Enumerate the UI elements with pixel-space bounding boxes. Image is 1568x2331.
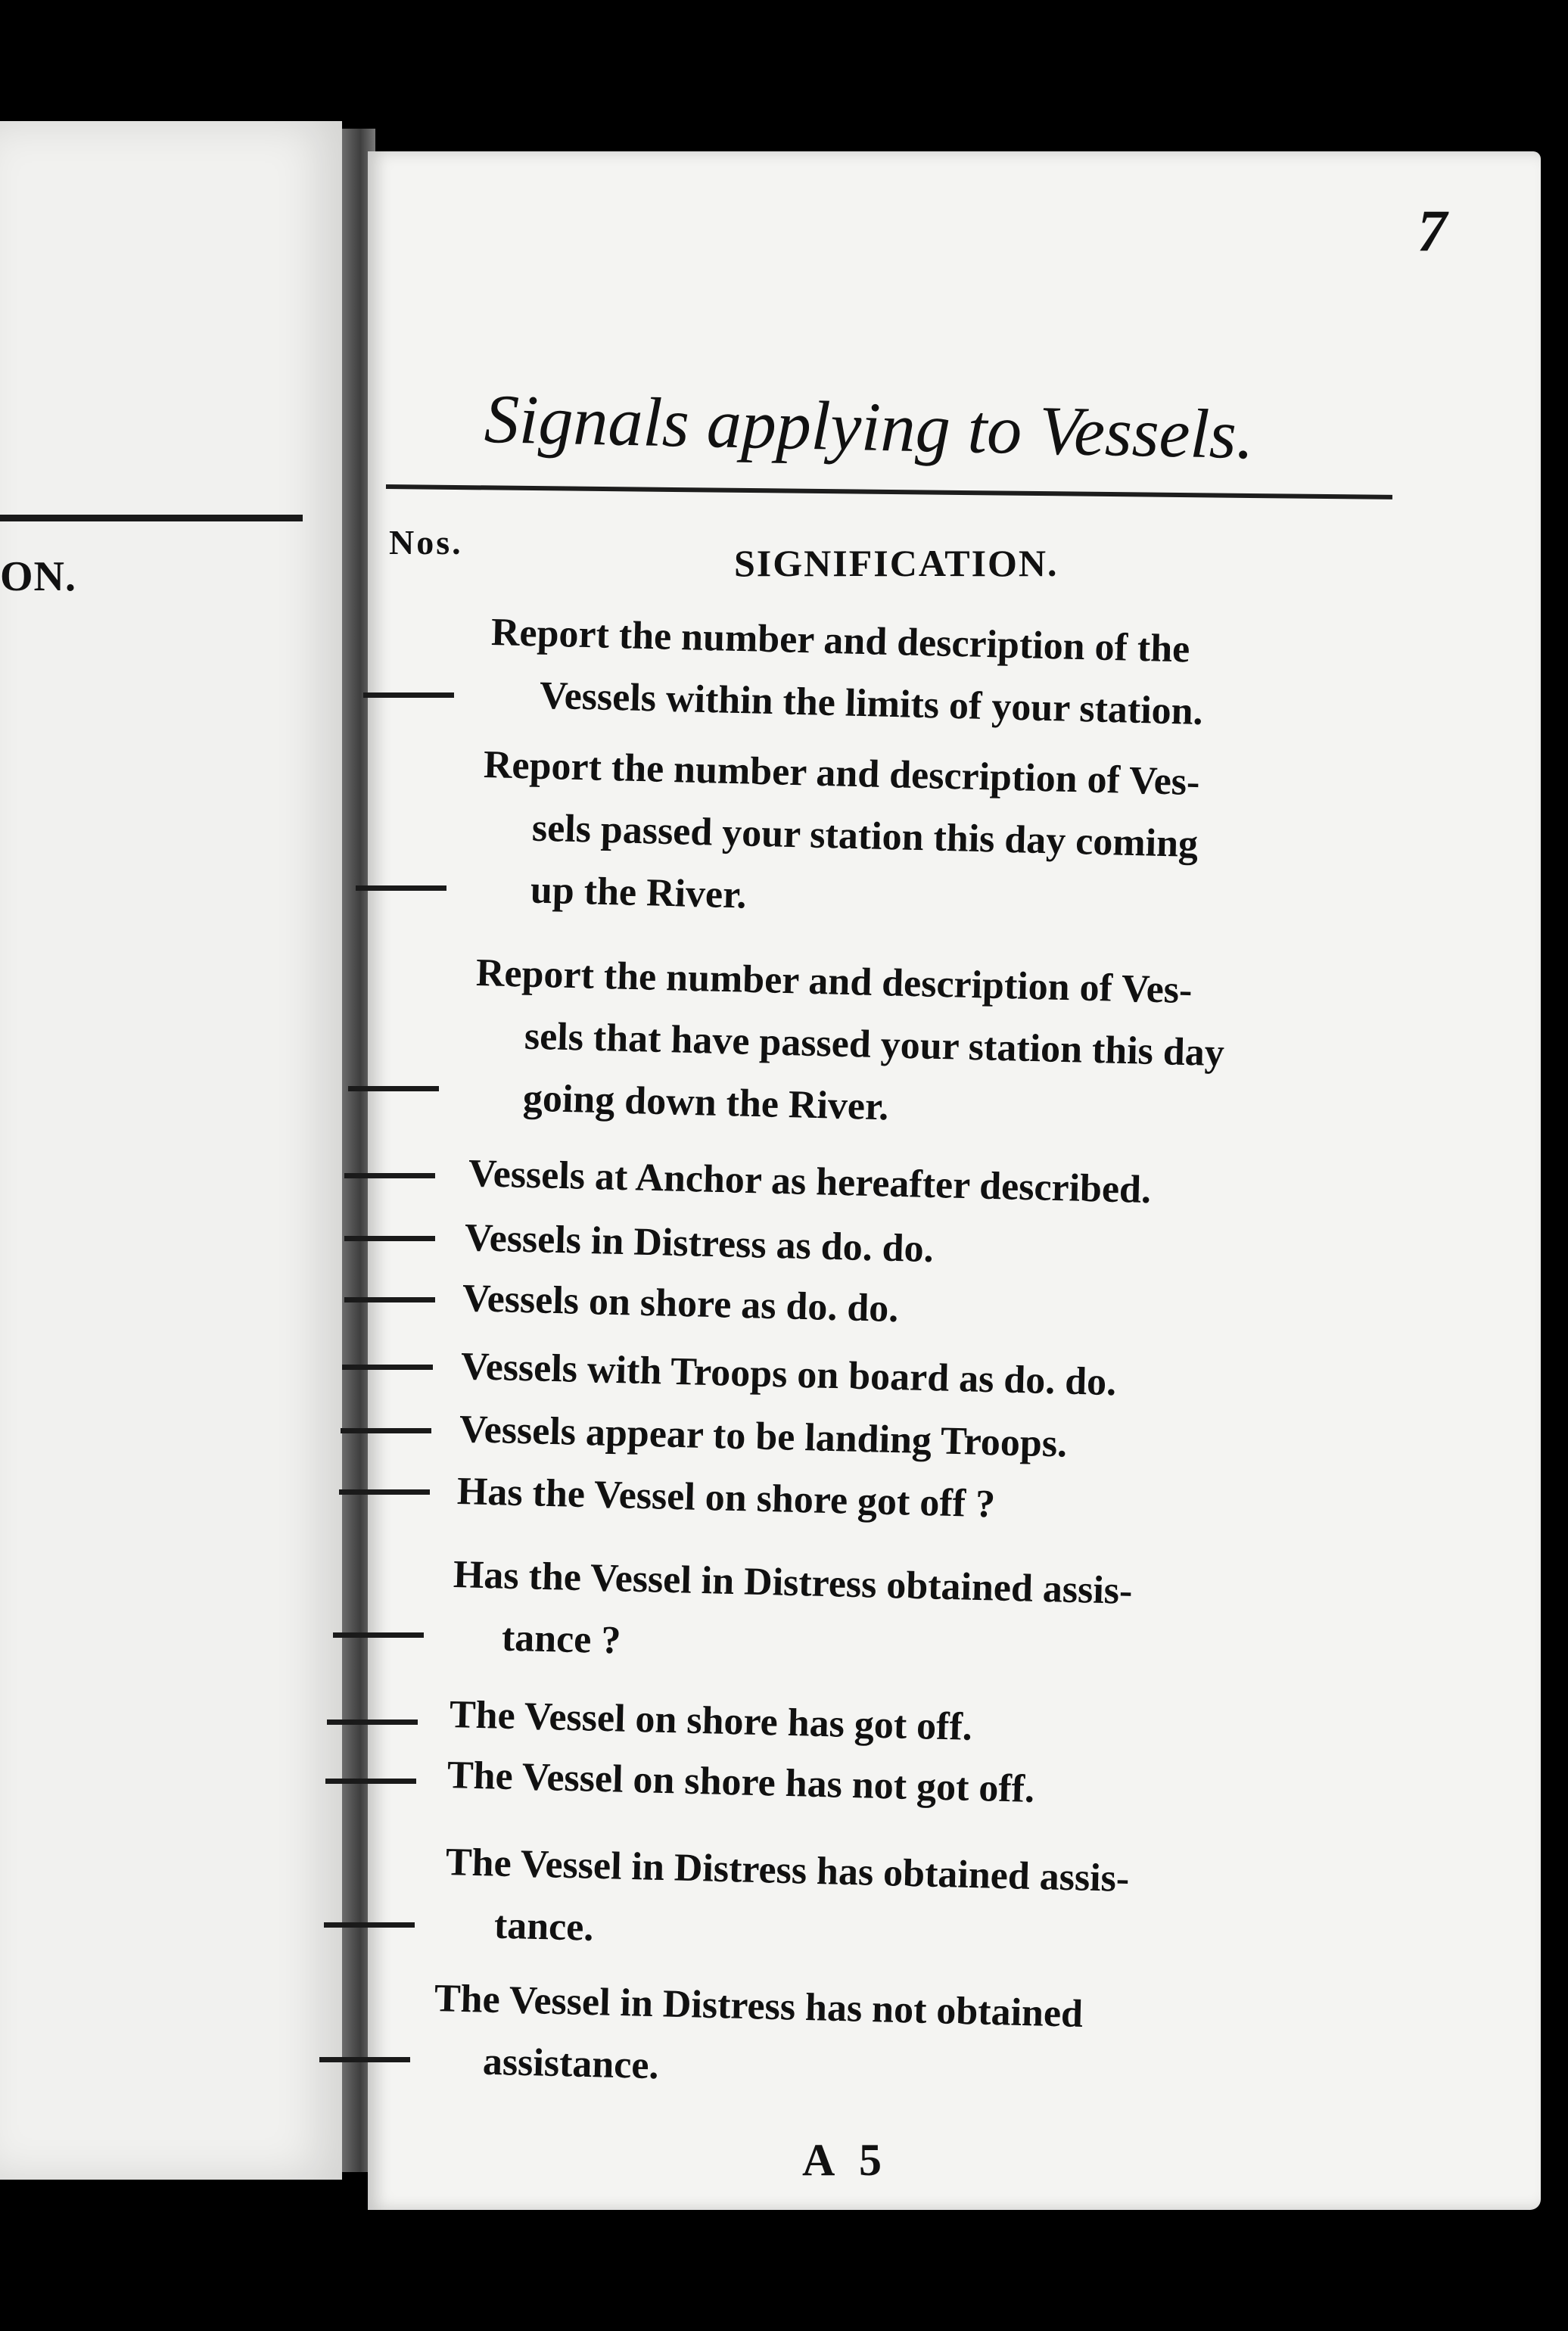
signal-number-blank <box>324 1922 415 1928</box>
signal-number-blank <box>344 1297 435 1302</box>
signification-line: going down the River. <box>522 1076 890 1129</box>
signal-signification <box>480 734 1200 938</box>
signal-signification <box>432 1968 1084 2108</box>
signal-signification <box>443 1832 1130 1972</box>
signal-signification <box>472 942 1227 1147</box>
signal-signification <box>451 1544 1133 1685</box>
signification-line: Vessels appear to be landing Troops. <box>459 1407 1068 1466</box>
signification-line: Vessels within the limits of your station. <box>539 674 1204 733</box>
signification-line: Vessels in Distress as do. do. <box>464 1215 935 1271</box>
signification-line: sels that have passed your station this day <box>524 1014 1225 1075</box>
signal-number-blank <box>344 1173 435 1178</box>
signification-line: assistance. <box>482 2040 660 2088</box>
signal-number-blank <box>348 1086 439 1091</box>
signification-line: The Vessel on shore has got off. <box>449 1692 973 1749</box>
signification-line: Has the Vessel on shore got off ? <box>456 1469 996 1527</box>
signal-signification <box>489 602 1206 743</box>
signal-number-blank <box>344 1236 435 1241</box>
signal-number-blank <box>319 2057 410 2062</box>
signification-line: The Vessel on shore has not got off. <box>446 1753 1035 1811</box>
signification-line: Report the number and description of the <box>490 610 1190 671</box>
signal-signification <box>462 1268 899 1340</box>
column-header-nos: Nos. <box>389 523 463 562</box>
previous-page-rule <box>0 515 303 521</box>
signal-number-blank <box>342 1365 433 1370</box>
signification-line: Report the number and description of Ves- <box>483 742 1201 804</box>
signal-number-blank <box>341 1428 431 1433</box>
signal-number-blank <box>327 1719 418 1725</box>
page-number: 7 <box>1417 198 1447 263</box>
previous-page-heading-fragment: ON. <box>0 553 76 600</box>
signification-line: sels passed your station this day coming <box>531 806 1199 867</box>
signification-line: Vessels at Anchor as hereafter described. <box>468 1151 1152 1212</box>
signal-signification <box>456 1461 996 1536</box>
signal-number-blank <box>333 1632 424 1638</box>
signal-number-blank <box>339 1489 430 1495</box>
previous-page <box>0 121 342 2180</box>
signification-line: Has the Vessel in Distress obtained assis- <box>453 1552 1134 1613</box>
signature-mark: A 5 <box>802 2135 890 2185</box>
signal-number-blank <box>356 885 446 891</box>
signal-number-blank <box>363 692 454 698</box>
column-header-signification: SIGNIFICATION. <box>734 542 1059 584</box>
signification-line: Report the number and description of Ves- <box>475 951 1193 1013</box>
signal-number-blank <box>325 1779 416 1784</box>
signification-line: The Vessel in Distress has not obtained <box>434 1976 1084 2036</box>
signification-line: Vessels on shore as do. do. <box>462 1276 900 1331</box>
signification-line: Vessels with Troops on board as do. do. <box>460 1344 1117 1405</box>
page-title: Signals applying to Vessels. <box>483 380 1255 474</box>
signification-line: The Vessel in Distress has obtained assis- <box>445 1840 1130 1901</box>
signification-line: up the River. <box>530 868 748 917</box>
signification-line: tance. <box>493 1903 595 1950</box>
signification-line: tance ? <box>501 1616 622 1663</box>
